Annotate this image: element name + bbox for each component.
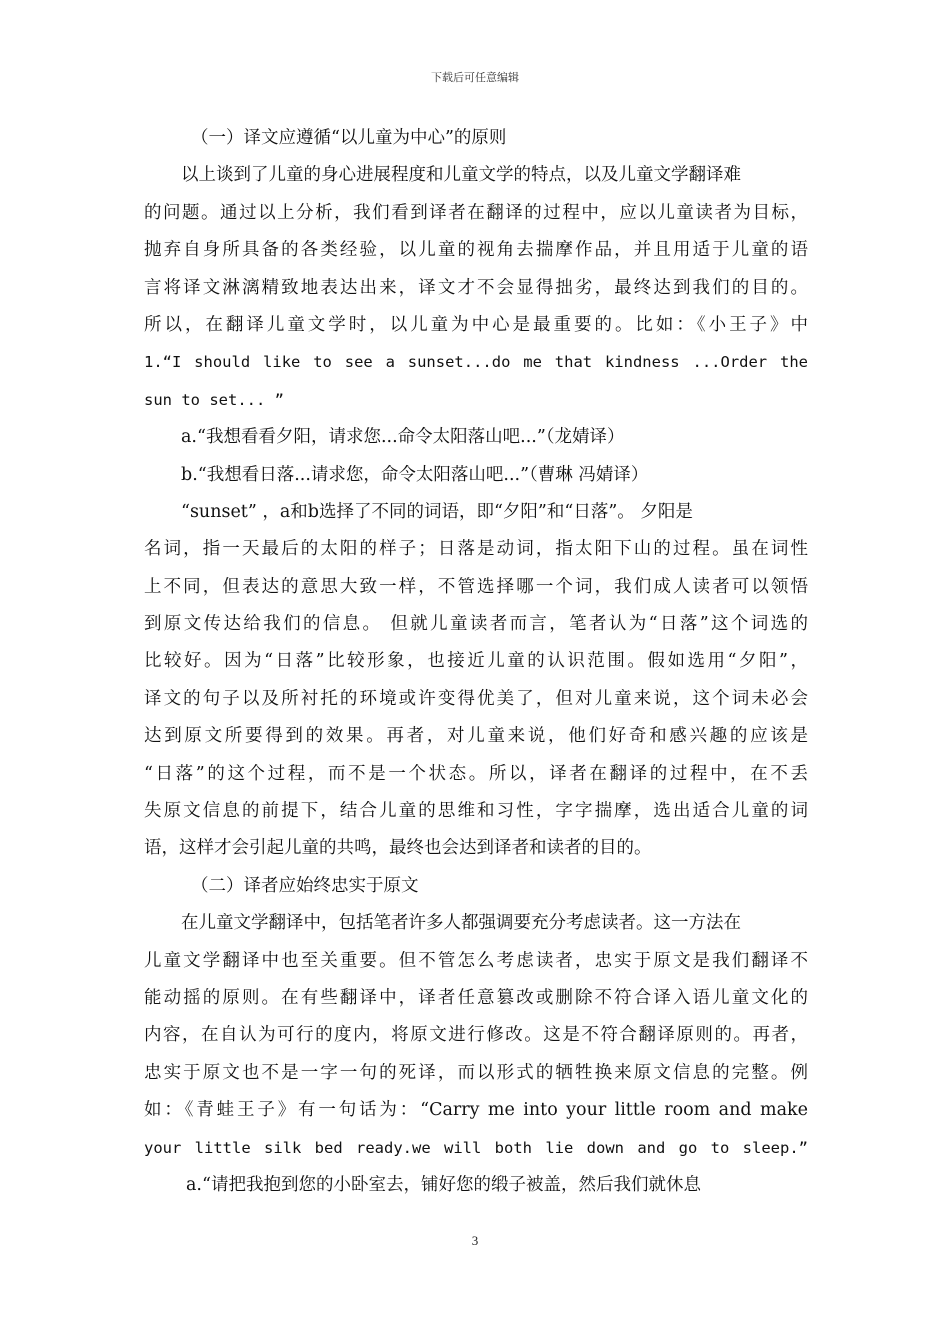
paragraph-line: “sunset” ，a和b选择了不同的词语，即“夕阳”和“日落”。 夕阳是 xyxy=(181,501,693,522)
document-body xyxy=(144,120,808,1204)
paragraph-line: 比较好。因为“日落”比较形象，也接近儿童的认识范围。假如选用“夕阳”， xyxy=(144,651,808,672)
translation-example-a: a.“我想看看夕阳，请求您...命令太阳落山吧...”（龙婧译） xyxy=(181,427,625,448)
example-source-line: your little silk bed ready.we will both lie down and go to sleep.” xyxy=(144,1138,808,1157)
paragraph-line: 达到原文所要得到的效果。再者，对儿童来说，他们好奇和感兴趣的应该是 xyxy=(144,726,808,747)
example-source-line: 1.“I should like to see a sunset...do me that kindness ...Order the xyxy=(144,353,808,372)
paragraph-line: 如：《青蛙王子》有一句话为：“Carry me into your little room and make xyxy=(144,1100,808,1121)
paragraph-line: 译文的句子以及所衬托的环境或许变得优美了，但对儿童来说，这个词未必会 xyxy=(144,688,808,709)
paragraph-line: 以上谈到了儿童的身心进展程度和儿童文学的特点，以及儿童文学翻译难 xyxy=(181,165,741,186)
paragraph-line: 在儿童文学翻译中，包括笔者许多人都强调要充分考虑读者。这一方法在 xyxy=(181,913,741,934)
paragraph-line: 语，这样才会引起儿童的共鸣，最终也会达到译者和读者的目的。 xyxy=(144,838,652,859)
paragraph-line: 抛弃自身所具备的各类经验，以儿童的视角去揣摩作品，并且用适于儿童的语 xyxy=(144,240,808,261)
translation-example-b: b.“我想看日落...请求您，命令太阳落山吧...”（曹琳 冯婧译） xyxy=(181,464,649,485)
paragraph-line: 言将译文淋漓精致地表达出来，译文才不会显得拙劣，最终达到我们的目的。 xyxy=(144,277,808,298)
paragraph-line: 儿童文学翻译中也至关重要。但不管怎么考虑读者，忠实于原文是我们翻译不 xyxy=(144,950,808,971)
paragraph-line: 所以，在翻译儿童文学时，以儿童为中心是最重要的。比如：《小王子》中 xyxy=(144,314,808,335)
section-heading-1: （一）译文应遵循“以儿童为中心”的原则 xyxy=(191,128,507,148)
paragraph-line: 到原文传达给我们的信息。 但就儿童读者而言，笔者认为“日落”这个词选的 xyxy=(144,614,808,635)
paragraph-line: 能动摇的原则。在有些翻译中，译者任意篡改或删除不符合译入语儿童文化的 xyxy=(144,987,808,1008)
paragraph-line: 忠实于原文也不是一字一句的死译，而以形式的牺牲换来原文信息的完整。例 xyxy=(144,1062,808,1083)
paragraph-line: 名词，指一天最后的太阳的样子；日落是动词，指太阳下山的过程。虽在词性 xyxy=(144,539,808,560)
page-header: 下载后可任意编辑 xyxy=(431,71,519,84)
page-number: 3 xyxy=(471,1233,479,1248)
paragraph-line: 内容，在自认为可行的度内，将原文进行修改。这是不符合翻译原则的。再者， xyxy=(144,1025,808,1046)
paragraph-line: 失原文信息的前提下，结合儿童的思维和习性，字字揣摩，选出适合儿童的词 xyxy=(144,801,808,822)
paragraph-line: 的问题。通过以上分析，我们看到译者在翻译的过程中，应以儿童读者为目标， xyxy=(144,202,808,223)
paragraph-line: 上不同，但表达的意思大致一样，不管选择哪一个词，我们成人读者可以领悟 xyxy=(144,576,808,597)
paragraph-line: “日落”的这个过程，而不是一个状态。所以，译者在翻译的过程中，在不丢 xyxy=(144,763,808,784)
example-source-line: sun to set... ” xyxy=(144,390,284,409)
translation-example-a: a.“请把我抱到您的小卧室去，铺好您的缎子被盖，然后我们就休息 xyxy=(186,1174,701,1195)
section-heading-2: （二）译者应始终忠实于原文 xyxy=(191,875,419,896)
